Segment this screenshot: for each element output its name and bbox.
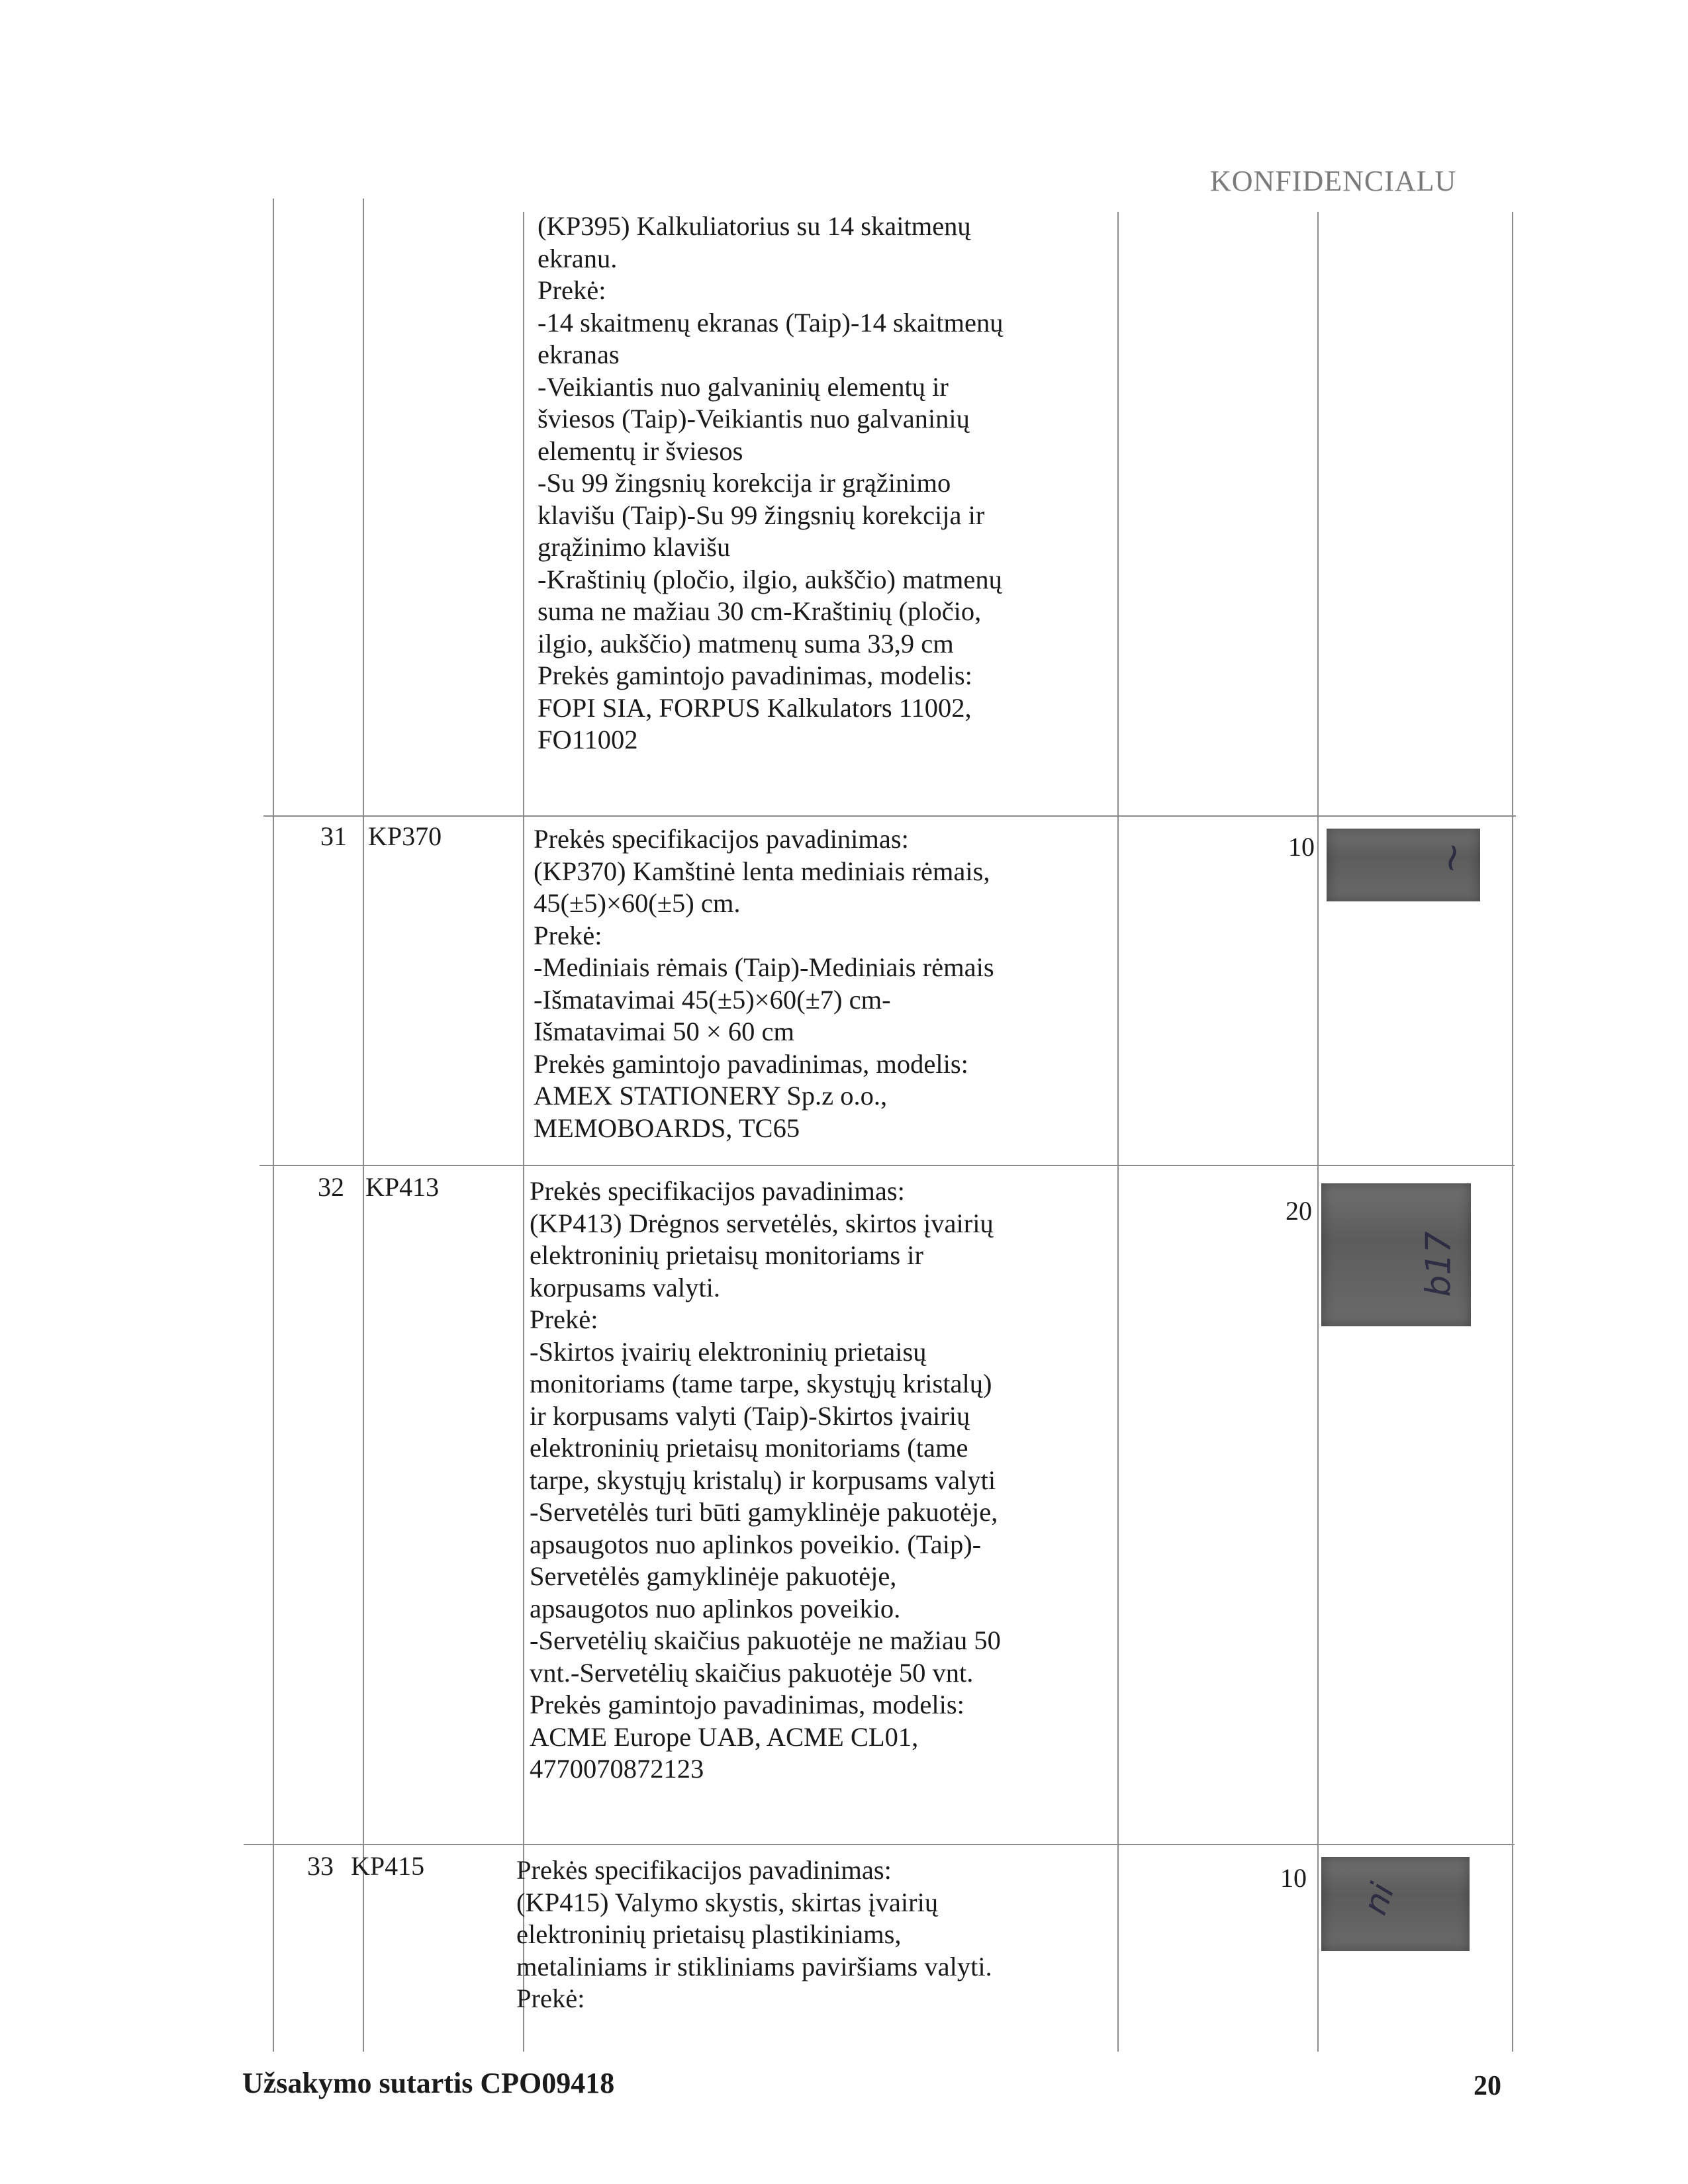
description-line: grąžinimo klavišu [538, 532, 731, 562]
description-line: (KP415) Valymo skystis, skirtas įvairių [516, 1887, 939, 1917]
description-line: klavišu (Taip)-Su 99 žingsnių korekcija ir [538, 500, 985, 530]
description-line: -Veikiantis nuo galvaninių elementų ir [538, 371, 949, 402]
row-description [538, 210, 1107, 756]
description-line: (KP413) Drėgnos servetėlės, skirtos įvairių [530, 1208, 994, 1238]
row-number: 33 [307, 1851, 334, 1881]
description-line: elementų ir šviesos [538, 435, 743, 466]
description-line: Prekės gamintojo pavadinimas, modelis: [530, 1690, 964, 1719]
grid-line [523, 212, 524, 2052]
description-line: Prekės specifikacijos pavadinimas: [530, 1176, 905, 1206]
row-description [516, 1854, 1086, 2015]
page-number: 20 [1474, 2071, 1501, 2101]
description-line: -Kraštinių (pločio, ilgio, aukščio) matmenų [538, 564, 1002, 594]
confidential-label: KONFIDENCIALU [1210, 165, 1457, 197]
description-line: -Mediniais rėmais (Taip)-Mediniais rėmais [534, 952, 994, 982]
contract-footer: Užsakymo sutartis CPO09418 [242, 2067, 615, 2099]
description-line: ir korpusams valyti (Taip)-Skirtos įvairių [530, 1400, 970, 1431]
description-line: elektroninių prietaisų plastikiniams, [516, 1919, 902, 1949]
description-line: -Servetėlės turi būti gamyklinėje pakuotėje, [530, 1497, 998, 1527]
handwriting-mark: ~ [1426, 838, 1477, 878]
description-line: MEMOBOARDS, TC65 [534, 1113, 800, 1143]
description-line: Prekės specifikacijos pavadinimas: [516, 1855, 892, 1885]
description-line: ACME Europe UAB, ACME CL01, [530, 1721, 919, 1752]
row-code: KP415 [351, 1851, 425, 1881]
description-line: tarpe, skystųjų kristalų) ir korpusams valyti [530, 1465, 996, 1495]
row-code: KP370 [368, 821, 442, 851]
grid-line [1512, 212, 1513, 2052]
description-line: Prekė: [538, 275, 606, 305]
description-line: Prekės gamintojo pavadinimas, modelis: [534, 1048, 968, 1079]
description-line: Prekė: [534, 920, 602, 950]
description-line: elektroninių prietaisų monitoriams ir [530, 1240, 924, 1270]
description-line: ekranu. [538, 243, 618, 273]
description-line: elektroninių prietaisų monitoriams (tame [530, 1433, 968, 1463]
description-line: šviesos (Taip)-Veikiantis nuo galvaninių [538, 404, 970, 433]
description-line: korpusams valyti. [530, 1272, 720, 1302]
description-line: Išmatavimai 50 × 60 cm [534, 1017, 795, 1046]
description-line: -Skirtos įvairių elektroninių prietaisų [530, 1336, 927, 1367]
description-line: ekranas [538, 340, 620, 369]
description-line: -14 skaitmenų ekranas (Taip)-14 skaitmenų [538, 307, 1004, 338]
description-line: 4770070872123 [530, 1754, 704, 1784]
grid-line [363, 199, 364, 2052]
description-line: Prekės specifikacijos pavadinimas: [534, 824, 909, 854]
description-line: monitoriams (tame tarpe, skystųjų kristalų) [530, 1369, 992, 1398]
description-line: (KP370) Kamštinė lenta mediniais rėmais, [534, 856, 990, 886]
description-line: FOPI SIA, FORPUS Kalkulators 11002, [538, 692, 972, 723]
description-line: -Su 99 žingsnių korekcija ir grąžinimo [538, 468, 951, 498]
grid-line [1317, 212, 1319, 2052]
grid-line [273, 199, 274, 2052]
row-number: 31 [320, 821, 347, 851]
grid-line [263, 815, 1516, 817]
handwriting-mark: ni [1355, 1878, 1402, 1920]
row-quantity: 20 [1286, 1196, 1312, 1226]
description-line: Prekė: [530, 1304, 598, 1334]
grid-line [244, 1844, 1515, 1845]
row-quantity: 10 [1288, 832, 1315, 862]
row-quantity: 10 [1280, 1863, 1307, 1893]
row-code: KP413 [365, 1172, 440, 1202]
row-description [534, 823, 1103, 1144]
description-line: Servetėlės gamyklinėje pakuotėje, [530, 1561, 897, 1591]
description-line: FO11002 [538, 725, 638, 754]
row-number: 32 [318, 1172, 344, 1202]
grid-line [259, 1165, 1515, 1166]
description-line: ilgio, aukščio) matmenų suma 33,9 cm [538, 628, 954, 659]
description-line: Prekės gamintojo pavadinimas, modelis: [538, 660, 972, 690]
description-line: -Servetėlių skaičius pakuotėje ne mažiau 50 [530, 1625, 1001, 1655]
description-line: AMEX STATIONERY Sp.z o.o., [534, 1081, 888, 1111]
description-line: vnt.-Servetėlių skaičius pakuotėje 50 vnt. [530, 1657, 974, 1688]
description-line: suma ne mažiau 30 cm-Kraštinių (pločio, [538, 596, 982, 626]
description-line: apsaugotos nuo aplinkos poveikio. [530, 1593, 901, 1623]
handwriting-mark: b17 [1419, 1231, 1459, 1297]
description-line: -Išmatavimai 45(±5)×60(±7) cm- [534, 984, 891, 1015]
description-line: (KP395) Kalkuliatorius su 14 skaitmenų [538, 211, 971, 241]
grid-line [1117, 212, 1119, 2052]
description-line: metaliniams ir stikliniams paviršiams valyti. [516, 1951, 992, 1981]
description-line: apsaugotos nuo aplinkos poveikio. (Taip)- [530, 1529, 982, 1559]
description-line: Prekė: [516, 1983, 585, 2013]
row-description [530, 1175, 1099, 1786]
description-line: 45(±5)×60(±5) cm. [534, 888, 741, 918]
